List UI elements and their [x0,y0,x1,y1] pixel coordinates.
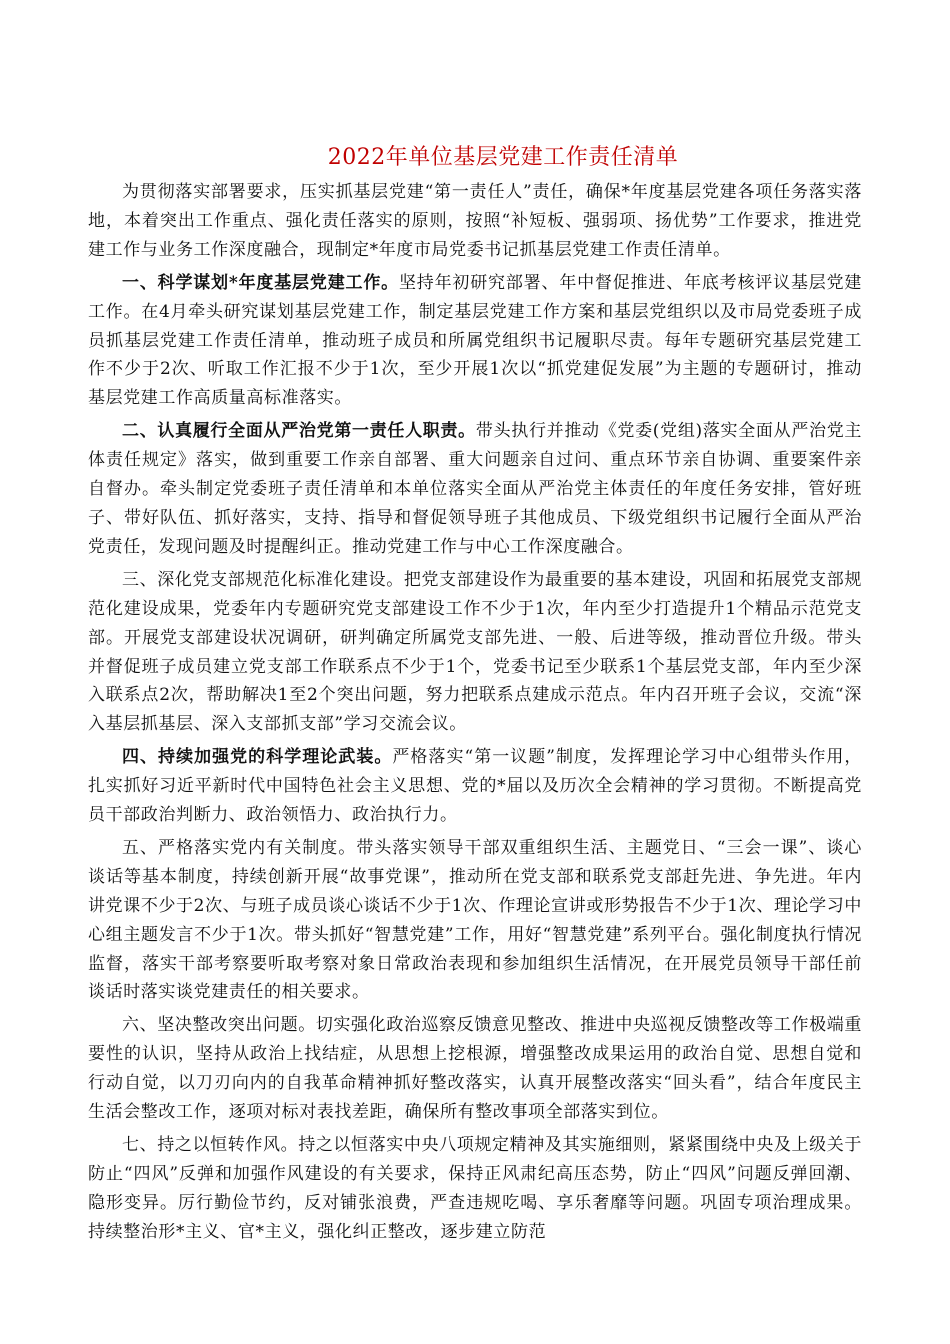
paragraph-text: 六、坚决整改突出问题。切实强化政治巡察反馈意见整改、推进中央巡视反馈整改等工作极端重要性的认识，坚持从政治上找结症，从思想上挖根源，增强整改成果运用的政治自觉、思想自觉和行动自觉，以刀刃向内的自我革命精神抓好整改落实，认真开展整改落实“回头看”，结合年度民主生活会整改工作，逐项对标对表找差距，确保所有整改事项全部落实到位。 [88,1015,862,1123]
section-heading: 二、认真履行全面从严治党第一责任人职责。 [122,421,476,442]
paragraph-section-5 [88,834,862,1007]
paragraph-intro [88,178,862,265]
document-title: 2022年单位基层党建工作责任清单 [327,145,679,170]
paragraph-section-2 [88,417,862,562]
paragraph-section-6 [88,1011,862,1127]
paragraph-section-1 [88,269,862,414]
paragraph-section-4 [88,743,862,830]
paragraph-text: 三、深化党支部规范化标准化建设。把党支部建设作为最重要的基本建设，巩固和拓展党支部规范化建设成果，党委年内专题研究党支部建设工作不少于1次，年内至少打造提升1个精品示范党支部。开展党支部建设状况调研，研判确定所属党支部先进、一般、后进等级，推动晋位升级。带头并督促班子成员建立党支部工作联系点不少于1个，党委书记至少联系1个基层党支部，年内至少深入联系点2次，帮助解决1至2个突出问题，努力把联系点建成示范点。年内召开班子会议，交流“深入基层抓基层、深入支部抓支部”学习交流会议。 [88,569,862,735]
document-body [88,178,862,1251]
paragraph-section-3 [88,566,862,739]
paragraph-text: 坚持年初研究部署、年中督促推进、年底考核评议基层党建工作。在4月牵头研究谋划基层党建工作，制定基层党建工作方案和基层党组织以及市局党委班子成员抓基层党建工作责任清单，推动班子成员和所属党组织书记履职尽责。每年专题研究基层党建工作不少于2次、听取工作汇报不少于1次，至少开展1次以“抓党建促发展”为主题的专题研讨，推动基层党建工作高质量高标准落实。 [88,272,862,409]
paragraph-text: 五、严格落实党内有关制度。带头落实领导干部双重组织生活、主题党日、“三会一课”、谈心谈话等基本制度，持续创新开展“故事党课”，推动所在党支部和联系党支部赶先进、争先进。年内讲党课不少于2次、与班子成员谈心谈话不少于1次、作理论宣讲或形势报告不少于1次、理论学习中心组主题发言不少于1次。带头抓好“智慧党建”工作，用好“智慧党建”系列平台。强化制度执行情况监督，落实干部考察要听取考察对象日常政治表现和参加组织生活情况，在开展党员领导干部任前谈话时落实谈党建责任的相关要求。 [88,837,862,1003]
paragraph-text: 带头执行并推动《党委(党组)落实全面从严治党主体责任规定》落实，做到重要工作亲自部署、重大问题亲自过问、重点环节亲自协调、重要案件亲自督办。牵头制定党委班子责任清单和本单位落实全面从严治党主体责任的年度任务安排，管好班子、带好队伍、抓好落实，支持、指导和督促领导班子其他成员、下级党组织书记履行全面从严治党责任，发现问题及时提醒纠正。推动党建工作与中心工作深度融合。 [88,421,862,557]
paragraph-section-7 [88,1131,862,1247]
paragraph-text: 为贯彻落实部署要求，压实抓基层党建“第一责任人”责任，确保*年度基层党建各项任务落实落地，本着突出工作重点、强化责任落实的原则，按照“补短板、强弱项、扬优势”工作要求，推进党建工作与业务工作深度融合，现制定*年度市局党委书记抓基层党建工作责任清单。 [88,182,862,260]
paragraph-text: 七、持之以恒转作风。持之以恒落实中央八项规定精神及其实施细则，紧紧围绕中央及上级关于防止“四风”反弹和加强作风建设的有关要求，保持正风肃纪高压态势，防止“四风”问题反弹回潮、隐形变异。厉行勤俭节约，反对铺张浪费，严查违规吃喝、享乐奢靡等问题。巩固专项治理成果。持续整治形*主义、官*主义，强化纠正整改，逐步建立防范 [88,1135,862,1242]
section-heading: 一、科学谋划*年度基层党建工作。 [122,272,399,293]
paragraph-text: 严格落实“第一议题”制度，发挥理论学习中心组带头作用，扎实抓好习近平新时代中国特色社会主义思想、党的*届以及历次全会精神的学习贯彻。不断提高党员干部政治判断力、政治领悟力、政治执行力。 [88,747,862,826]
section-heading: 四、持续加强党的科学理论武装。 [122,747,393,768]
